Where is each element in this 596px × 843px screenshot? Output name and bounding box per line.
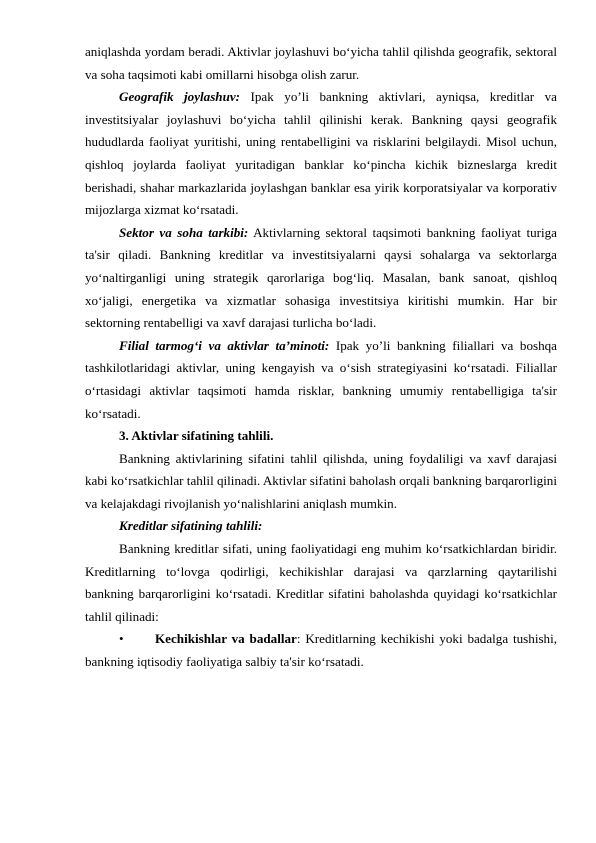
paragraph-text: Ipak yo’li bankning filiallari va boshqa tashkilotlaridagi aktivlar, uning kengayish va o‘sish strategiyasini ko‘rsatadi. Filiallar o‘rtasidagi aktivlar taqsimoti hamda risklar, bankning umumiy rentabelligiga ta'sir ko‘rsatadi.	[85, 337, 557, 421]
paragraph-geografik-joylashuv	[85, 86, 557, 222]
paragraph-text: Bankning kreditlar sifati, uning faoliyatidagi eng muhim ko‘rsatkichlardan biridir. Kreditlarning to‘lovga qodirligi, kechikishlar darajasi va qarzlarning qaytarilishi bankning barqarorligini ko‘rsatadi. Kreditlar sifatini baholashda quyidagi ko‘rsatkichlar tahlil qilinadi:	[85, 541, 557, 624]
paragraph-kreditlar-sifati	[85, 538, 557, 628]
paragraph-continuation	[85, 41, 557, 86]
paragraph-lead: Sektor va soha tarkibi:	[119, 224, 249, 240]
paragraph-lead: Filial tarmog‘i va aktivlar ta’minoti:	[119, 337, 330, 353]
paragraph-text: Bankning aktivlarining sifatini tahlil qilishda, uning foydaliligi va xavf darajasi kabi ko‘rsatkichlar tahlil qilinadi. Aktivlar sifatini baholash orqali bankning barqarorligini va kelajakdagi rivojlanish yo‘nalishlarini aniqlash mumkin.	[85, 450, 557, 511]
bullet-icon: •	[119, 631, 124, 647]
list-item-lead: Kechikishlar va badallar	[155, 631, 297, 647]
paragraph-text: aniqlashda yordam beradi. Aktivlar joylashuvi bo‘yicha tahlil qilishda geografik, sektoral va soha taqsimoti kabi omillarni hisobga olish zarur.	[85, 44, 557, 82]
paragraph-aktivlar-sifati	[85, 448, 557, 516]
paragraph-filial-tarmogi	[85, 335, 557, 425]
paragraph-text: Ipak yo’li bankning aktivlari, ayniqsa, kreditlar va investitsiyalar joylashuvi bo‘yicha tahlil qilinishi kerak. Bankning qaysi geografik hududlarda faoliyat yuritishi, uning rentabelligini va risklarini belgilaydi. Misol uchun, qishloq joylarda faoliyat yuritadigan banklar ko‘pincha kichik bizneslarga kredit berishadi, shahar markazlarida joylashgan banklar esa yirik korporatsiyalar va korporativ mijozlarga xizmat ko‘rsatadi.	[85, 89, 557, 218]
list-item-text: : Kreditlarning kechikishi yoki badalga tushishi, bankning iqtisodiy faoliyatiga salbiy ta'sir ko‘rsatadi.	[85, 631, 558, 670]
subsection-heading: Kreditlar sifatining tahlili:	[119, 518, 263, 534]
paragraph-text: Aktivlarning sektoral taqsimoti bankning faoliyat turiga ta'sir qiladi. Bankning kreditlar va investitsiyalarni qaysi sohalarga va sektorlarga yo‘naltirganligi uning strategik qarorlariga bog‘liq. Masalan, bank sanoat, qishloq xo‘jaligi, energetika va xizmatlar sohasiga investitsiya kiritishi mumkin. Har bir sektorning rentabelligi va xavf darajasi turlicha bo‘ladi.	[85, 224, 557, 331]
paragraph-sektor-soha	[85, 222, 557, 335]
section-heading: 3. Aktivlar sifatining tahlili.	[119, 428, 274, 444]
list-item	[85, 628, 557, 673]
paragraph-lead: Geografik joylashuv:	[119, 89, 241, 105]
